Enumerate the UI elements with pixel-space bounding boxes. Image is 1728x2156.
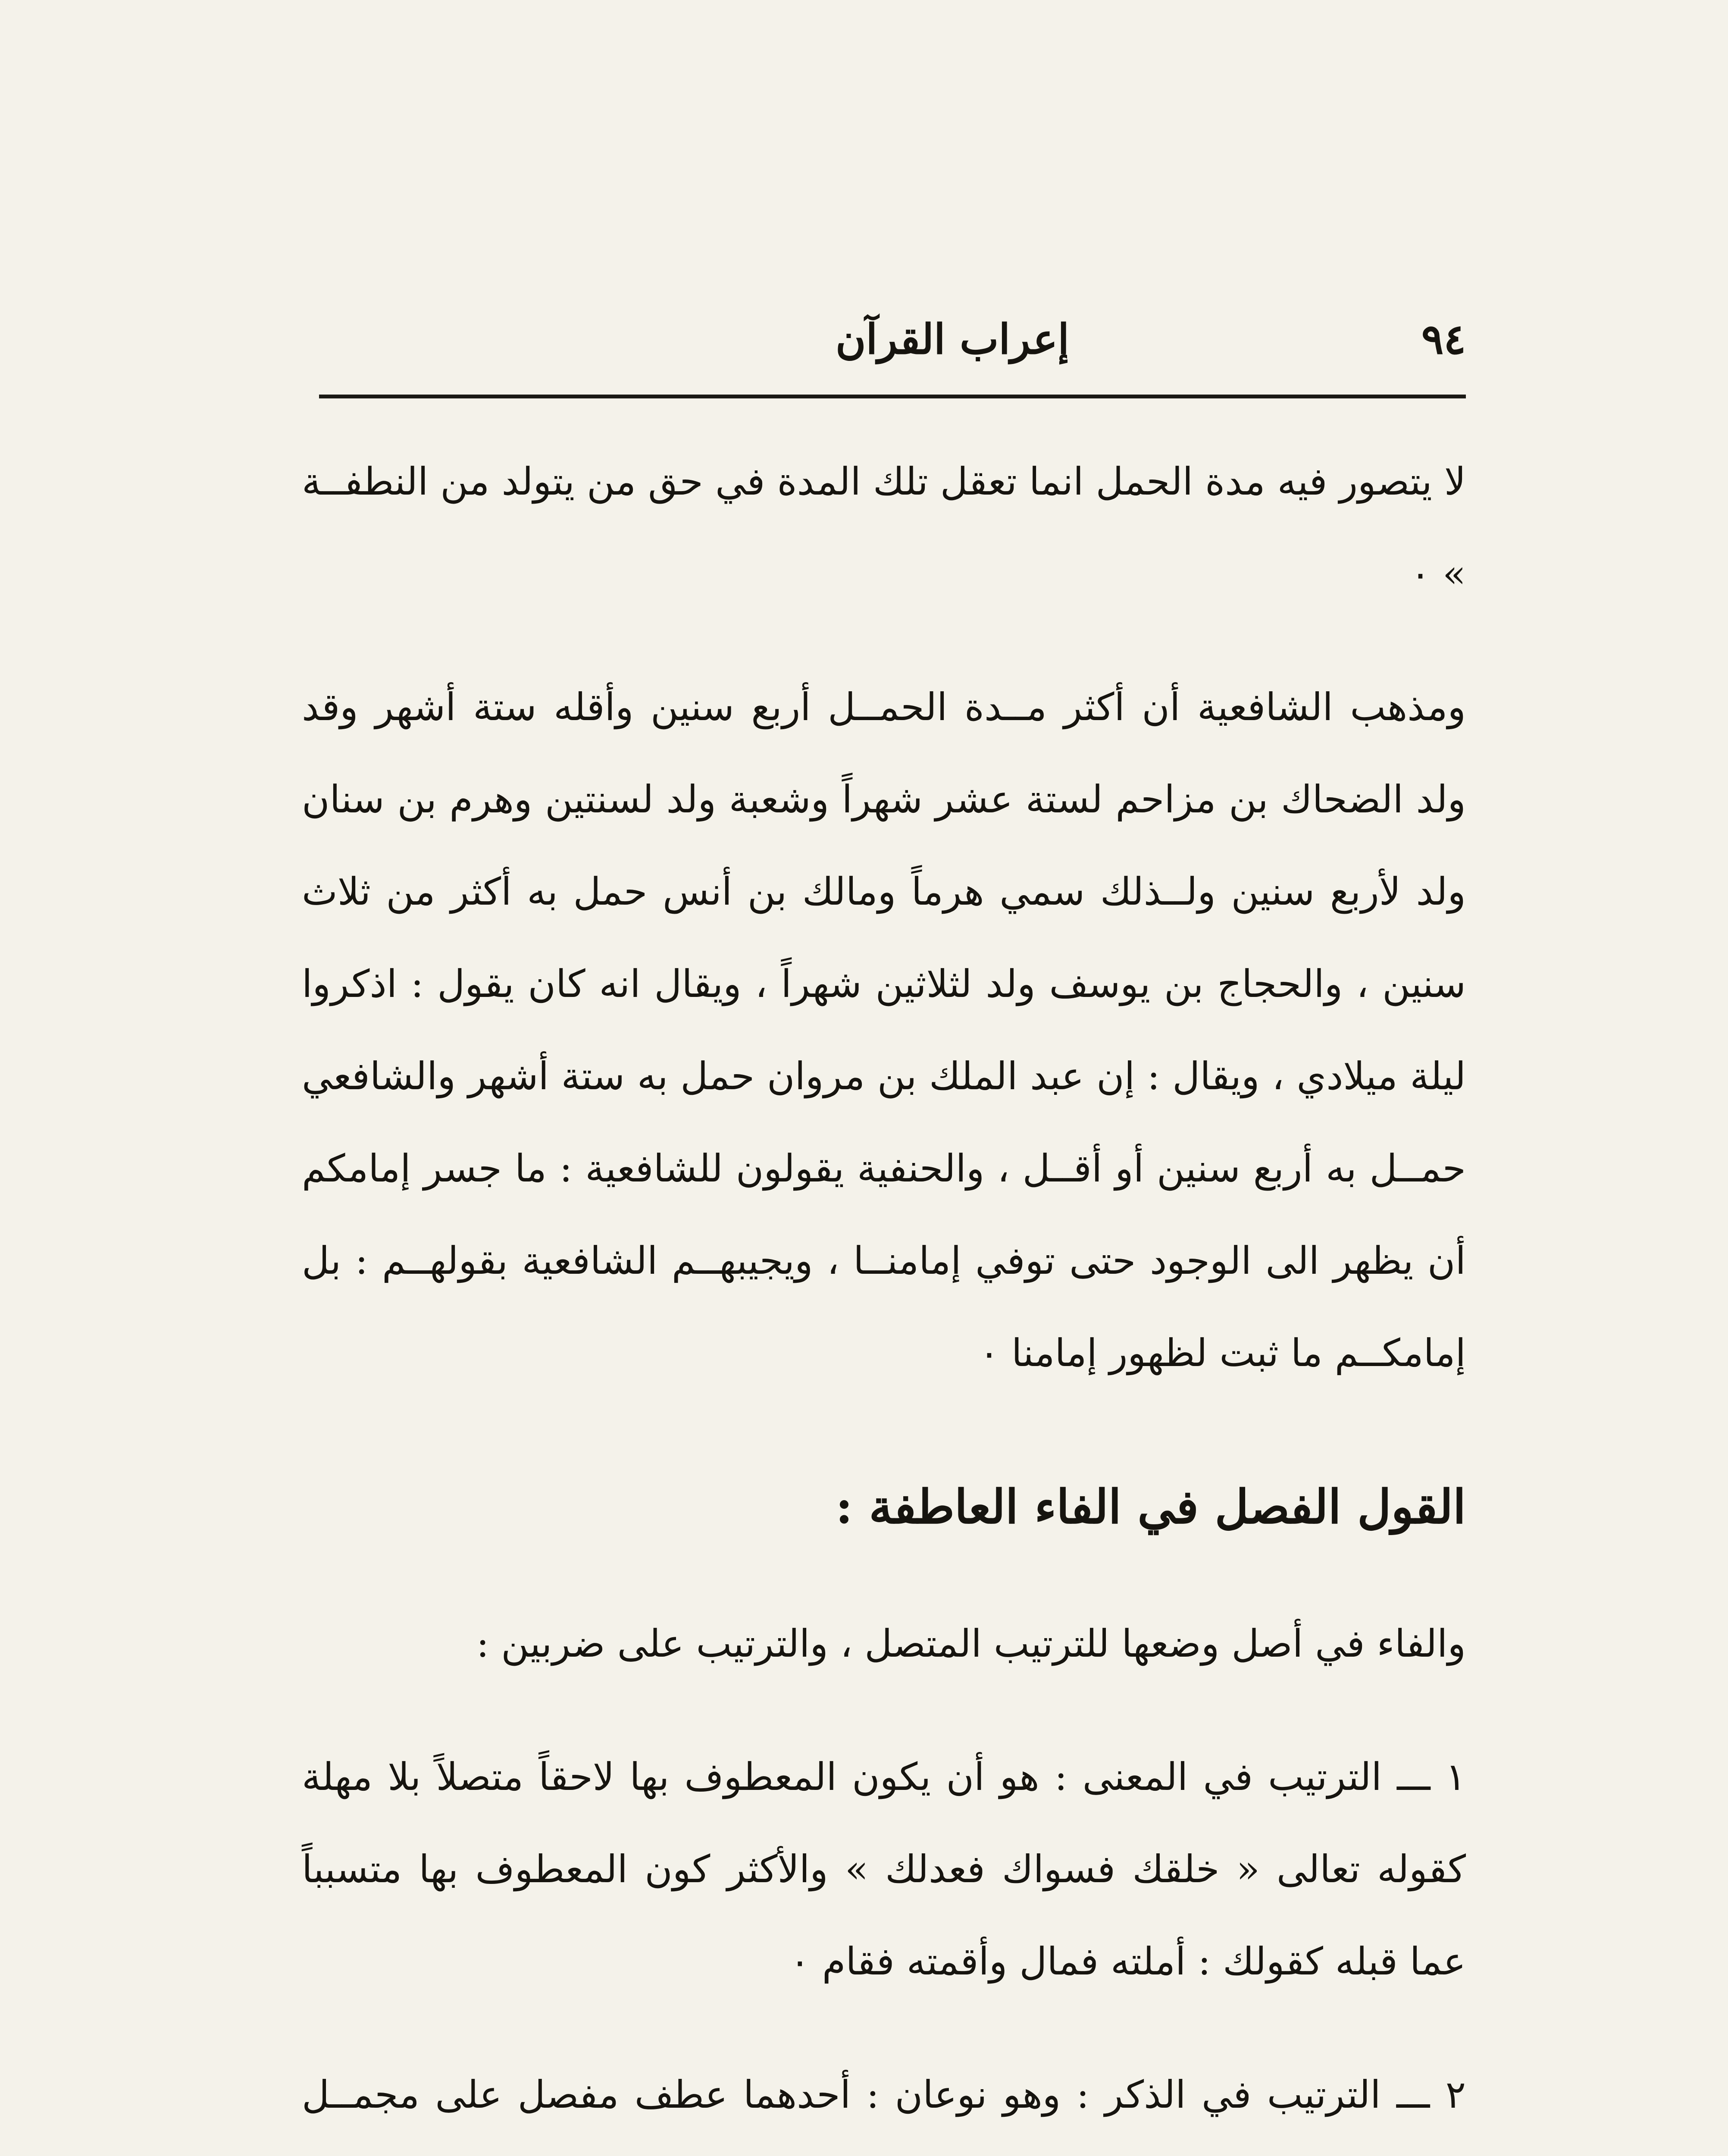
- section-heading: القول الفصل في الفاء العاطفة :: [836, 1480, 1466, 1534]
- paragraph: لا يتصور فيه مدة الحمل انما تعقل تلك المدة في حق من يتولد من النطفــة » ٠: [302, 459, 1466, 596]
- page-body: [302, 436, 1466, 2156]
- section-paragraph: ٢ ـــ الترتيب في الذكر : وهو نوعان : أحدهما عطف مفصل على مجمــل: [302, 2072, 1466, 2117]
- section-paragraph: ١ ـــ الترتيب في المعنى : هو أن يكون المعطوف بها لاحقاً متصلاً بلا مهلة كقوله تعالى « خلقك فسواك فعدلك » والأكثر كون المعطوف بها متسبباً عما قبله كقولك : أملته فمال وأقمته فقام ٠: [302, 1755, 1466, 1984]
- running-title: إعراب القرآن: [835, 315, 1069, 364]
- header-rule: [319, 395, 1466, 398]
- page-header: [319, 302, 1466, 367]
- page-number: ٩٤: [1421, 315, 1466, 364]
- paragraph: ومذهب الشافعية أن أكثر مــدة الحمــل أربع سنين وأقله ستة أشهر وقد ولد الضحاك بن مزاحم لستة عشر شهراً وشعبة ولد لسنتين وهرم بن سنان ولد لأربع سنين ولــذلك سمي هرماً ومالك بن أنس حمل به أكثر من ثلاث سنين ، والحجاج بن يوسف ولد لثلاثين شهراً ، ويقال انه كان يقول : اذكروا ليلة ميلادي ، ويقال : إن عبد الملك بن مروان حمل به ستة أشهر والشافعي حمــل به أربع سنين أو أقــل ، والحنفية يقولون للشافعية : ما جسر إمامكم أن يظهر الى الوجود حتى توفي إمامنــا ، ويجيبهــم الشافعية بقولهــم : بل إمامكــم ما ثبت لظهور إمامنا ٠: [302, 685, 1466, 1375]
- section-paragraph: والفاء في أصل وضعها للترتيب المتصل ، والترتيب على ضربين :: [476, 1621, 1466, 1666]
